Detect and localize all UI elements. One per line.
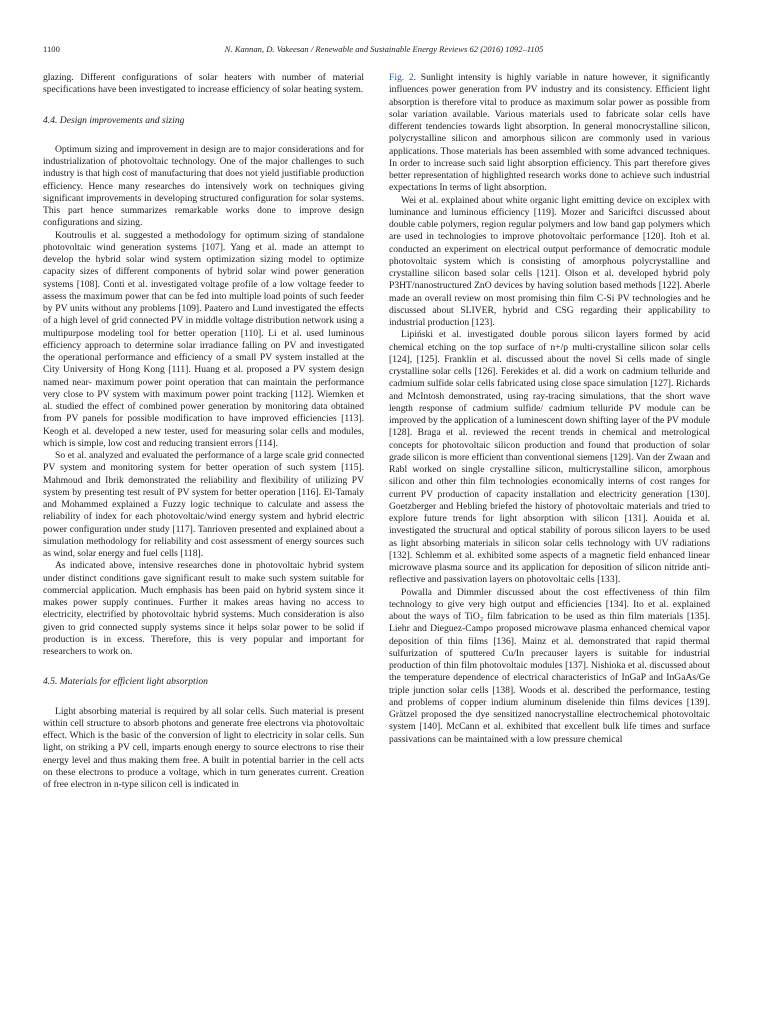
paragraph: Optimum sizing and improvement in design are to major considerations and for industrialization of photovoltaic technology. One of the major challenges to such industry is that high cost of manufacturing that does not yield justifiable production efficiency. Hence many researches do intensively work on techniques giving significant improvements in developing structured configuration for solar systems. This part hence summarizes remarkable works done to improve design configurations and sizing. <box>43 143 364 229</box>
paragraph: Lipiński et al. investigated double porous silicon layers formed by acid chemical etching on the top surface of n+/p multi-crystalline silicon solar cells [124], [125]. Franklin et al. discussed about the novel Si cells made of single crystalline solar cells [126]. Ferekides et al. did a work on cadmium telluride and cadmium sulfide solar cells fabricated using close space simulation [127]. Richards and McIntosh demonstrated, using ray-tracing simulations, that the short wave length response of cadmium sulfide/ cadmium telluride PV module can be improved by the application of a luminescent down shifting layer of the PV module [128]. Braga et al. reviewed the recent trends in chemical and metrological concepts for photovoltaic silicon production and found that production of solar grade silicon is more efficient than conventional siemens [129]. Van der Zwaan and Rabl worked on single crystalline silicon, multicrystalline silicon, amorphous silicon and other thin film technologies economically interns of cost ranges for current PV production of capacity installation and electricity generation [130]. Goetzberger and Hebling briefed the history of photovoltaic materials and tried to explore future trends for light absorption with silicon [131]. Aouida et al. investigated the structural and optical stability of porous silicon layers to be used as light absorbing materials in silicon solar cells technology with UV radiations [132]. Schlemm et al. exhibited some aspects of a magnetic field enhanced linear microwave plasma source and its application for deposition of silicon nitride anti-reflective and passivation layers on photovoltaic cells [133]. <box>389 329 710 586</box>
paragraph <box>389 72 710 195</box>
left-column <box>43 72 364 791</box>
section-heading-4-4: 4.4. Design improvements and sizing <box>43 114 185 126</box>
paragraph: As indicated above, intensive researches done in photovoltaic hybrid system under distinct conditions gave significant result to make such system suitable for commercial application. Much emphasis has been paid on hybrid system since it makes power supply continues. Further it makes areas having no access to electricity, electrified by photovoltaic hybrid systems. Much consideration is also given to grid connected supply systems since it helps solar power to be solid if production is in excess. Therefore, this is very popular and important for researchers to work on. <box>43 560 364 657</box>
paragraph: Koutroulis et al. suggested a methodology for optimum sizing of standalone photovoltaic wind generation systems [107]. Yang et al. made an attempt to develop the hybrid solar wind system optimization sizing model to optimize capacity sizes of different components of hybrid solar wind power generation systems [108]. Conti et al. investigated voltage profile of a low voltage feeder to assess the maximum power that can be fed into multiple load points of such feeder by PV units without any problems [109]. Paatero and Lund investigated the effects of a high level of grid connected PV in middle voltage distribution network using a multipurpose modeling tool for better operation [110]. Li et al. used luminous efficiency approach to determine solar irradiance falling on PV and investigated the operational performance and efficiency of a small PV system installed at the City University of Hong Kong [111]. Huang et al. proposed a PV system design named near- maximum power point operation that can maintain the performance very close to PV system with maximum power point tracking [112]. Wiemken et al. studied the effect of combined power generation by monitoring data obtained from PV panels for possible modification to have improved efficiencies [113]. Keogh et al. developed a new tester, used for measuring solar cells and modules, which is simple, low cost and reducing transient errors [114]. <box>43 229 364 449</box>
section-heading-4-5: 4.5. Materials for efficient light absorption <box>43 676 208 688</box>
paragraph: Light absorbing material is required by all solar cells. Such material is present within cell structure to absorb photons and generate free electrons via photovoltaic effect. Which is the basic of the conversion of light to electricity in solar cells. Sun light, on striking a PV cell, imparts enough energy to source electrons to rise their energy level and thus making them free. A built in potential barrier in the cell acts on these electrons to produce a voltage, which in turn generates current. Creation of free electron in n-type silicon cell is indicated in <box>43 705 364 790</box>
figure-link[interactable]: Fig. 2 <box>389 72 414 83</box>
paragraph: So et al. analyzed and evaluated the performance of a large scale grid connected PV system and monitoring system for better operation of such system [115]. Mahmoud and Ibrik demonstrated the reliability and flexibility of utilizing PV system by presenting test result of PV system for better operation [116]. El-Tamaly and Mohammed explained a Fuzzy logic technique to calculate and assess the reliability of index for each photovoltaic/wind energy system and hybrid electric power configuration under study [117]. Tanrioven presented and explained about a simulation methodology for reliability and cost assessment of energy sources such as wind, solar energy and fuel cells [118]. <box>43 450 364 559</box>
paragraph: glazing. Different configurations of solar heaters with number of material specifications have been investigated to increase efficiency of solar heating system. <box>43 72 364 96</box>
running-header <box>43 44 725 54</box>
running-head: N. Kannan, D. Vakeesan / Renewable and Sustainable Energy Reviews 62 (2016) 1092–1105 <box>224 44 544 54</box>
paragraph-text: . Sunlight intensity is highly variable in nature however, it significantly influences power generation from PV industry and its consistency. Efficient light absorption is therefore vital to produce as maximum solar power as possible from solar variation available. Various materials used to fabricate solar cells have different tendencies towards light absorption. In general monocrystalline silicon, polycrystalline silicon and amorphous silicon are commonly used in various applications. Those materials has been assembled with some advanced techniques. In order to increase such said light absorption efficiency. This part therefore gives better representation of highlighted research works done to achieve such industrial expectations In terms of light absorption. <box>389 72 710 194</box>
paragraph: Powalla and Dimmler discussed about the cost effectiveness of thin film technology to give very high output and efficiencies [134]. Ito et al. explained about the ways of TiO₂ film fabrication to be used as thin film materials [135]. Liehr and Dieguez-Campo proposed microwave plasma enhanced chemical vapor deposition of thin films [136]. Mainz et al. demonstrated that rapid thermal sulfurization of sputtered Cu/In precauser layers is suitable for industrial production of thin film photovoltaic modules [137]. Nishioka et al. discussed about the temperature dependence of electrical characteristics of InGaP and InGaAs/Ge triple junction solar cells [138]. Woods et al. described the performance, testing and problems of copper indium aluminum diselenide thin films devices [139]. Grätzel proposed the dye sensitized nanocrystalline electrochemical photovoltaic system [140]. McCann et al. exhibited that excellent bulk life times and surface passivations can be maintained with a low pressure chemical <box>389 586 710 745</box>
paragraph: Wei et al. explained about white organic light emitting device on exciplex with luminance and luminous efficiency [119]. Mozer and Sariciftci discussed about double cable polymers, region regular polymers and low band gap polymers which are used in technologies to improve photovoltaic performance [120]. Itoh et al. conducted an experiment on electrical output performance of democratic module photovoltaic system which is consisting of amorphous polycrystalline and crystalline silicon based solar cells [121]. Olson et al. developed hybrid poly P3HT/nanostructured ZnO devices by having solution based methods [122]. Aberle made an overall review on most promising thin film C-Si PV technologies and he discussed about SLIVER, hybrid and CSG regarding their applicability to industrial production [123]. <box>389 194 710 328</box>
page-number: 1100 <box>43 44 60 54</box>
right-column <box>389 72 710 746</box>
